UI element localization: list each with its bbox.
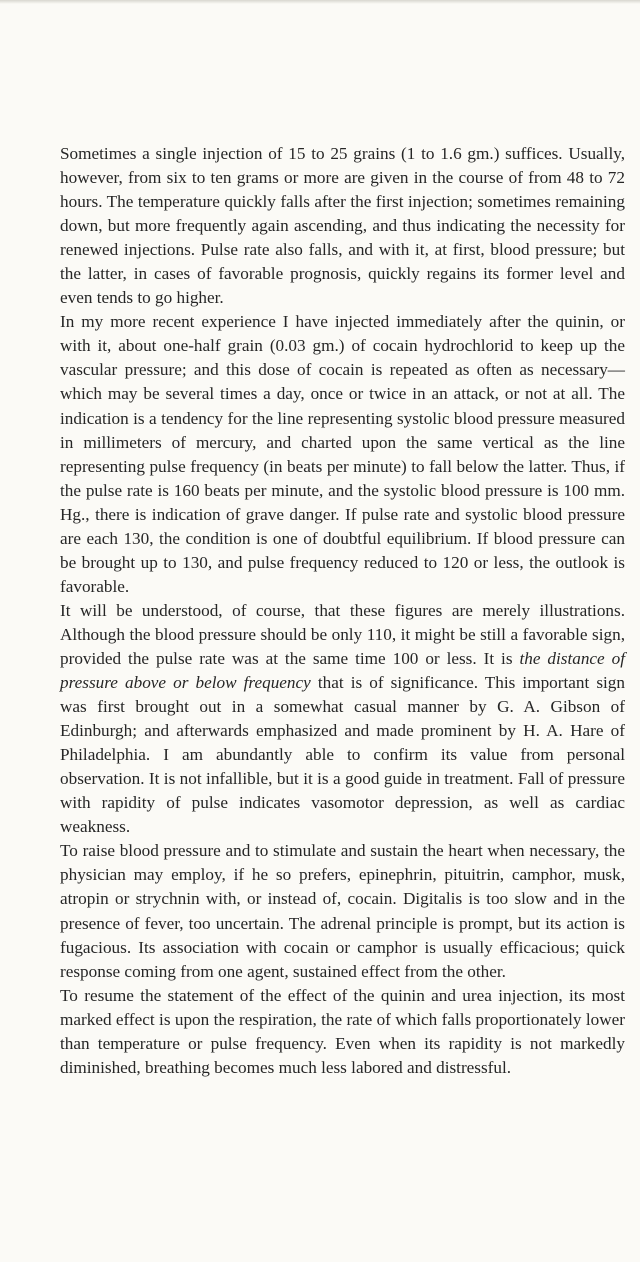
paragraph-3-text-end: that is of significance. This important sign was first brought out in a somewhat casual manner by G. A. Gibson of Edinburgh; and afterwards emphasized and made prominent by H. A. Hare of Philadelphia. I am abundantly able to confirm its value from personal observation. It is not infallible, but it is a good guide in treatment. Fall of pressure with rapidity of pulse indicates vasomotor depression, as well as cardiac weakness. [60, 673, 625, 837]
page-top-edge [0, 0, 640, 4]
body-text [60, 142, 625, 1080]
paragraph-2-text: In my more recent experience I have injected immediately after the quinin, or with it, about one-half grain (0.03 gm.) of cocain hydrochlorid to keep up the vascular pressure; and this dose of cocain is repeated as often as necessary—which may be several times a day, once or twice in an attack, or not at all. The indication is a tendency for the line representing systolic blood pressure measured in millimeters of mercury, and charted upon the same vertical as the line representing pulse frequency (in beats per minute) to fall below the latter. Thus, if the pulse rate is 160 beats per minute, and the systolic blood pressure is 100 mm. Hg., there is indication of grave danger. If pulse rate and systolic blood pressure are each 130, the condition is one of doubtful equilibrium. If blood pressure can be brought up to 130, and pulse frequency reduced to 120 or less, the outlook is favorable. [60, 312, 625, 596]
paragraph-3-text-start: It will be understood, of course, that these figures are merely illustrations. Although the blood pressure should be only 110, it might be still a favorable sign, provided the pulse rate was at the same time 100 or less. It is [60, 600, 625, 668]
paragraph-1-text: Sometimes a single injection of 15 to 25 grains (1 to 1.6 gm.) suffices. Usually, however, from six to ten grams or more are given in the course of from 48 to 72 hours. The temperature quickly falls after the first injection; sometimes remaining down, but more frequently again ascending, and thus indicating the necessity for renewed injections. Pulse rate also falls, and with it, at first, blood pressure; but the latter, in cases of favorable prognosis, quickly regains its former level and even tends to go higher. [60, 144, 625, 308]
paragraph-1 [60, 142, 625, 310]
paragraph-3 [60, 599, 625, 839]
paragraph-5 [60, 984, 625, 1080]
paragraph-4-text: To raise blood pressure and to stimulate and sustain the heart when necessary, the physician may employ, if he so prefers, epinephrin, pituitrin, camphor, musk, atropin or strychnin with, or instead of, cocain. Digitalis is too slow and in the presence of fever, too uncertain. The adrenal principle is prompt, but its action is fugacious. Its association with cocain or camphor is usually efficacious; quick response coming from one agent, sustained effect from the other. [60, 841, 625, 981]
paragraph-4 [60, 839, 625, 983]
paragraph-3-emphasis: the distance of pressure above or below frequency [60, 648, 625, 693]
paragraph-2 [60, 310, 625, 599]
paragraph-5-text: To resume the statement of the effect of the quinin and urea injection, its most marked effect is upon the respiration, the rate of which falls proportionately lower than temperature or pulse frequency. Even when its rapidity is not markedly diminished, breathing becomes much less labored and distressful. [60, 985, 625, 1077]
